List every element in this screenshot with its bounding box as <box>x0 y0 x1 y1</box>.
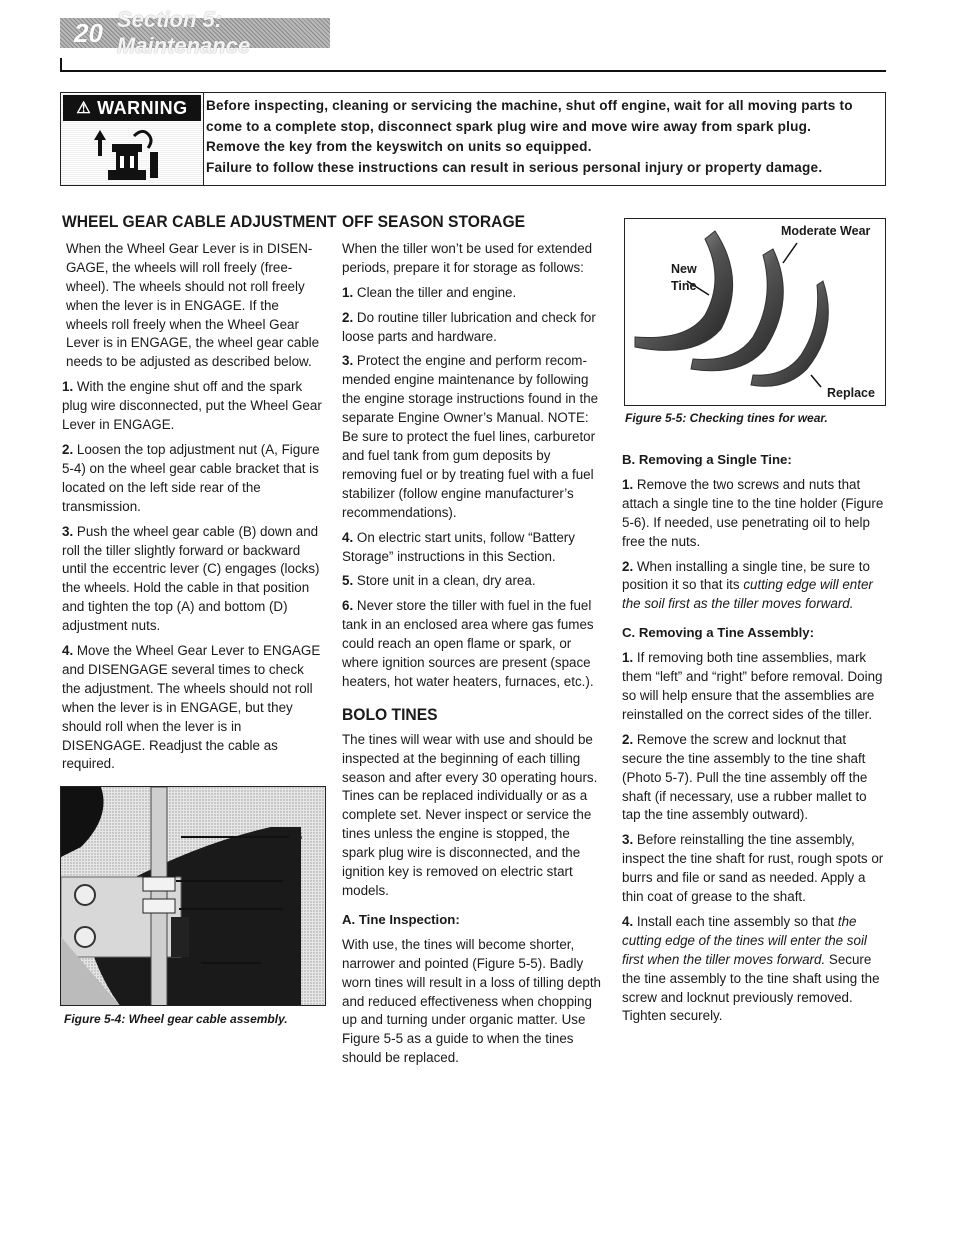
step-text: Remove the screw and locknut that secure the tine assembly to the tine shaft (Photo 5-7). Pull the tine assembly off the shaft (if necessary, use a rubber mallet to tap the tine assembly outward). <box>622 731 868 823</box>
figure-5-5-caption: Figure 5-5: Checking tines for wear. <box>625 411 828 425</box>
heading-bolo-tines: BOLO TINES <box>342 704 438 724</box>
storage-intro: When the tiller won’t be used for extended periods, prepare it for storage as follows: <box>342 240 593 275</box>
step-text: Move the Wheel Gear Lever to ENGAGE and DISENGAGE several times to check the adjustment. The wheels should not roll when the lever is in ENGAGE, but they should roll when the lever is in DISENGAGE. Readjust the cable as required. <box>62 643 321 772</box>
step-text: Remove the two screws and nuts that attach a single tine to the tine holder (Figure 5-6). If needed, use penetrating oil to help free the nuts. <box>622 476 884 549</box>
step-number: 1. <box>62 379 74 395</box>
storage-step <box>342 529 604 567</box>
step-text: Do routine tiller lubrication and check for loose parts and hardware. <box>342 309 596 344</box>
column-tine-removal <box>622 451 886 1032</box>
bolo-intro: The tines will wear with use and should be inspected at the beginning of each tilling season and after every 30 operating hours. Tines can be replaced individually or as a complete set. Never inspect or service the tines unless the engine is stopped, the spark plug wire is disconnected, and the ignition key is removed on electric start models. <box>342 731 598 898</box>
subheading-removing-single-tine: B. Removing a Single Tine: <box>622 452 792 467</box>
single-tine-step <box>622 476 886 552</box>
label-replace: Replace <box>827 386 875 400</box>
step-number: 2. <box>622 558 634 574</box>
step-text: Secure the tine assembly to the tine shaft using the screw and locknut previously removed. Tighten securely. <box>622 951 880 1024</box>
label-a: A <box>287 872 297 887</box>
figure-5-4-caption: Figure 5-4: Wheel gear cable assembly. <box>64 1012 288 1026</box>
label-tine: Tine <box>671 279 697 293</box>
warning-badge-label: WARNING <box>97 97 188 118</box>
tine-assembly-step <box>622 831 886 907</box>
warning-line: Remove the key from the keyswitch on units so equipped. <box>206 139 592 154</box>
wheel-gear-step <box>62 441 324 517</box>
step-text: Store unit in a clean, dry area. <box>356 573 536 589</box>
warning-triangle-icon: ⚠ <box>76 100 92 117</box>
warning-line: Failure to follow these instructions can result in serious personal injury or property damage. <box>206 159 823 175</box>
step-number: 2. <box>622 731 634 747</box>
subheading-removing-tine-assembly: C. Removing a Tine Assembly: <box>622 625 815 641</box>
heading-wheel-gear-cable: WHEEL GEAR CABLE ADJUSTMENT <box>62 212 337 231</box>
wheel-gear-step <box>62 378 324 435</box>
step-text: Push the wheel gear cable (B) down and roll the tiller slightly forward or backward until the eccentric lever (C) engages (locks) the wheels. Hold the cable in that position and tighten the top (A) and bottom (D) adjustment nuts. <box>62 523 320 634</box>
step-number: 3. <box>62 523 74 539</box>
header-rule <box>60 70 886 72</box>
wheel-gear-step <box>62 642 324 774</box>
wheel-gear-intro: When the Wheel Gear Lever is in DISENGAGE, the wheels will roll freely (free-wheel). The wheels should not roll freely when the lever is in ENGAGE. If the wheels roll freely when the Wheel Gear Lever is in ENGAGE, the wheel gear cable needs to be adjusted as described below. <box>66 240 320 370</box>
label-new: New <box>671 262 697 276</box>
warning-badge <box>63 95 201 121</box>
step-text: If removing both tine assemblies, mark them “left” and “right” before removal. Doing so will help ensure that the assemblies are reinstalled on the correct sides of the tiller. <box>622 650 883 722</box>
storage-step <box>342 284 604 303</box>
step-text-emphasis: cutting edge will enter the soil first as the tiller moves forward. <box>622 577 873 612</box>
column-off-season <box>342 213 604 1074</box>
step-text-emphasis: the cutting edge of the tines will enter the soil first when the tiller moves forward. <box>622 913 867 967</box>
tine-inspection-text: With use, the tines will become shorter, narrower and pointed (Figure 5-5). Badly worn tines will result in a loss of tilling depth and reduced effectiveness when chopping up and turning under organic matter. Use Figure 5-5 as a guide to when the tines should be replaced. <box>342 936 602 1066</box>
step-number: 5. <box>342 573 354 589</box>
step-number: 1. <box>622 650 634 666</box>
figure-tine-wear <box>624 218 886 406</box>
page-number: 20 <box>74 17 103 48</box>
tine-assembly-step <box>622 913 886 1026</box>
step-number: 6. <box>342 598 354 614</box>
tine-assembly-step <box>622 731 886 826</box>
storage-step <box>342 597 604 692</box>
single-tine-step <box>622 558 886 615</box>
storage-step <box>342 309 604 347</box>
step-text: Never store the tiller with fuel in the fuel tank in an enclosed area where gas fumes could reach an open flame or spark, or where ignition sources are present (space heaters, hot water heaters, furnaces, etc.). <box>342 598 594 689</box>
step-text: On electric start units, follow “Battery Storage” instructions in this Section. <box>342 529 575 564</box>
step-text: With the engine shut off and the spark plug wire disconnected, put the Wheel Gear Lever in ENGAGE. <box>62 379 322 433</box>
subheading-tine-inspection: A. Tine Inspection: <box>342 911 460 927</box>
column-wheel-gear <box>62 212 337 780</box>
step-number: 3. <box>342 353 354 369</box>
wheel-gear-step <box>62 523 324 636</box>
step-number: 4. <box>62 643 74 659</box>
step-number: 4. <box>342 529 354 545</box>
label-moderate-wear: Moderate Wear <box>781 224 871 238</box>
spark-plug-disconnect-icon <box>84 126 184 182</box>
step-text: Protect the engine and perform recommended engine maintenance by following the engine storage instructions found in the separate Engine Owner’s Manual. NOTE: Be sure to protect the fuel lines, carburetor and fuel tank from gum deposits by removing fuel or by treating fuel with a fuel stabilizer (follow engine manufacturer’s recommendations). <box>342 353 599 520</box>
storage-step <box>342 572 604 591</box>
section-header-banner <box>60 7 330 58</box>
tine-assembly-step <box>622 649 886 725</box>
step-number: 2. <box>62 441 74 457</box>
step-number: 1. <box>342 284 354 300</box>
label-b: B <box>293 828 303 843</box>
step-text: Install each tine assembly so that <box>636 913 838 929</box>
label-d: D <box>287 900 297 915</box>
step-number: 1. <box>622 476 634 492</box>
section-title: Section 5: Maintenance <box>116 7 251 58</box>
step-number: 3. <box>622 832 634 848</box>
step-text: Clean the tiller and engine. <box>356 284 517 300</box>
warning-line: Before inspecting, cleaning or servicing the machine, shut off engine, wait for all moving parts to <box>206 98 853 113</box>
warning-line: come to a complete stop, disconnect spark plug wire and move wire away from spark plug. <box>206 118 812 134</box>
warning-text <box>206 96 882 178</box>
step-number: 4. <box>622 913 634 929</box>
label-c: C <box>265 954 275 969</box>
storage-step <box>342 352 604 522</box>
step-text: When installing a single tine, be sure to position it so that its <box>622 558 870 593</box>
step-text: Loosen the top adjustment nut (A, Figure 5-4) on the wheel gear cable bracket that is located on the left side rear of the transmission. <box>62 441 320 514</box>
step-number: 2. <box>342 309 354 325</box>
figure-wheel-gear-cable <box>60 786 326 1006</box>
step-text: Before reinstalling the tine assembly, inspect the tine shaft for rust, rough spots or burrs and file or sand as needed. Apply a thin coat of grease to the shaft. <box>622 832 884 905</box>
heading-off-season-storage: OFF SEASON STORAGE <box>342 212 526 231</box>
